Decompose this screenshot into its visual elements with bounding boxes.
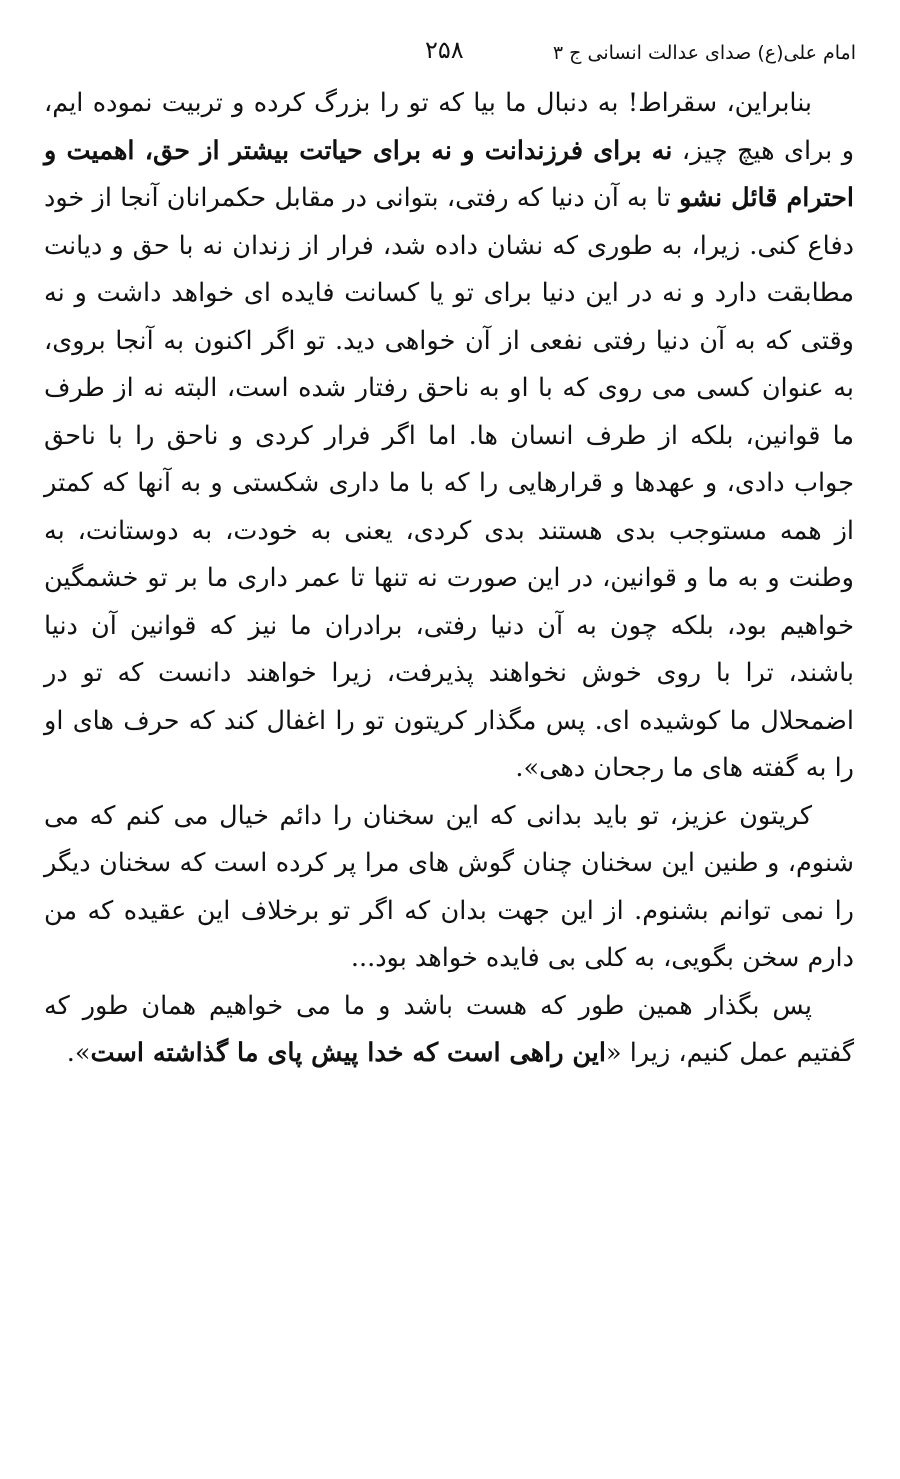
page-body <box>44 80 854 1078</box>
paragraph-3-text-a: پس بگذار همین طور که هست باشد و ما می خواهیم همان طور که گفتیم عمل کنیم، زیرا « <box>44 990 854 1068</box>
page-number: ۲۵۸ <box>425 36 464 64</box>
paragraph-1 <box>44 80 854 793</box>
book-title: امام علی(ع) صدای عدالت انسانی ج ۳ <box>552 42 856 64</box>
paragraph-3-text-b: ». <box>66 1038 91 1068</box>
paragraph-1-bold-phrase: نه برای فرزندانت و نه برای حیاتت بیشتر از حق، اهمیت و احترام قائل نشو <box>44 135 854 213</box>
paragraph-3 <box>44 983 854 1078</box>
page-header <box>40 36 856 72</box>
paragraph-3-bold-quote: این راهی است که خدا پیش پای ما گذاشته است <box>90 1038 606 1068</box>
paragraph-1-text-a: بنابراین، سقراط! به دنبال ما بیا که تو را بزرگ کرده و تربیت نموده ایم، و برای هیچ چیز، <box>44 88 855 166</box>
paragraph-1-text-b: تا به آن دنیا که رفتی، بتوانی در مقابل حکمرانان آنجا از خود دفاع کنی. زیرا، به طوری که نشان داده شد، فرار از زندان نه با حق و دیانت مطابقت دارد و نه در این دنیا برای تو یا کسانت فایده ای خواهد داشت و نه وقتی که به آن دنیا رفتی نفعی از آن خواهی دید. تو اگر اکنون به آنجا بروی، به عنوان کسی می روی که با او به ناحق رفتار شده است، البته نه از طرف ما قوانین، بلکه از طرف انسان ها. اما اگر فرار کردی و ناحق را با ناحق جواب دادی، و عهدها و قرارهایی را که با ما داری شکستی و به آنها که کمتر از همه مستوجب بدی هستند بدی کردی، یعنی به خودت، به دوستانت، به وطنت و به ما و قوانین، در این صورت نه تنها تا عمر داری ما بر تو خشمگین خواهیم بود، بلکه چون به آن دنیا رفتی، برادران ما نیز که قوانین آن دنیا باشند، ترا با روی خوش نخواهند پذیرفت، زیرا خواهند دانست که تو در اضمحلال ما کوشیده ای. پس مگذار کریتون تو را اغفال کند که حرف های او را به گفته های ما رجحان دهی». <box>44 183 854 783</box>
paragraph-2: کریتون عزیز، تو باید بدانی که این سخنان را دائم خیال می کنم که می شنوم، و طنین این سخنان چنان گوش های مرا پر کرده است که سخنان دیگر را نمی توانم بشنوم. از این جهت بدان که اگر تو برخلاف این عقیده که من دارم سخن بگویی، به کلی بی فایده خواهد بود... <box>44 800 854 973</box>
